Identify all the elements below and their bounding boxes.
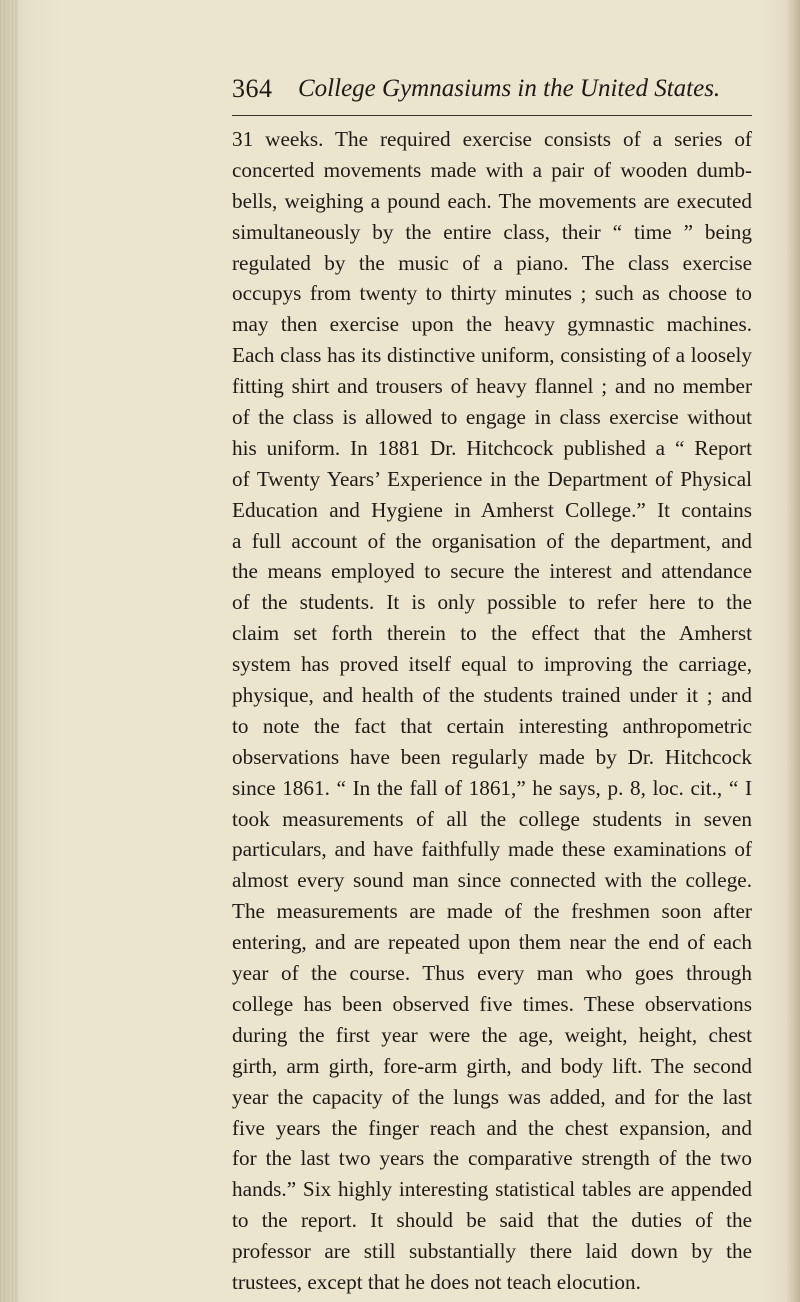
text-line: system has proved itself equal to improving the carriage, (232, 652, 752, 677)
text-line: hands.” Six highly interesting statistical tables are appended (232, 1177, 752, 1202)
text-line: 31 weeks. The required exercise consists of a series of (232, 127, 752, 151)
text-line: since 1861. “ In the fall of 1861,” he says, p. 8, loc. cit., “ I (232, 775, 752, 800)
text-line: his uniform. In 1881 Dr. Hitchcock published a “ Report (232, 435, 752, 460)
text-line: girth, arm girth, fore-arm girth, and body lift. The second (232, 1053, 752, 1078)
text-line: The measurements are made of the freshmen soon after (232, 899, 752, 924)
text-line: claim set forth therein to the effect that the Amherst (232, 621, 752, 646)
text-line: the means employed to secure the interest and attendance (232, 559, 752, 584)
text-line: professor are still substantially there laid down by the (232, 1239, 752, 1264)
page-number: 364 (232, 74, 273, 103)
text-line: Each class has its distinctive uniform, consisting of a loosely (232, 343, 752, 368)
binding-edge (0, 0, 18, 1302)
header-rule (232, 115, 752, 116)
text-line: particulars, and have faithfully made these examinations of (232, 837, 752, 862)
text-line: five years the finger reach and the chest expansion, and (232, 1115, 752, 1140)
text-line: concerted movements made with a pair of wooden dumb- (232, 157, 752, 182)
text-line: college has been observed five times. These observations (232, 991, 752, 1016)
text-line: a full account of the organisation of the department, and (232, 528, 752, 553)
text-line: occupys from twenty to thirty minutes ; such as choose to (232, 281, 752, 306)
text-line: of the students. It is only possible to refer here to the (232, 590, 752, 615)
text-line: to note the fact that certain interesting anthropometric (232, 713, 752, 738)
text-line: fitting shirt and trousers of heavy flannel ; and no member (232, 374, 752, 399)
text-line: took measurements of all the college students in seven (232, 806, 752, 831)
text-line: Education and Hygiene in Amherst College.” It contains (232, 497, 752, 522)
text-line: to the report. It should be said that the duties of the (232, 1208, 752, 1233)
text-line: almost every sound man since connected with the college. (232, 868, 752, 893)
running-header (232, 72, 752, 112)
body-paragraph (232, 124, 752, 1298)
running-title: College Gymnasiums in the United States. (298, 75, 721, 102)
text-line: of Twenty Years’ Experience in the Department of Physical (232, 466, 752, 491)
text-line: physique, and health of the students trained under it ; and (232, 683, 752, 708)
text-line: for the last two years the comparative strength of the two (232, 1146, 752, 1171)
text-line: of the class is allowed to engage in class exercise without (232, 405, 752, 430)
text-line: year of the course. Thus every man who goes through (232, 961, 752, 986)
text-line-last: trustees, except that he does not teach elocution. (232, 1269, 641, 1294)
text-line: year the capacity of the lungs was added, and for the last (232, 1084, 752, 1109)
page-edge-shadow (786, 0, 800, 1302)
text-line: may then exercise upon the heavy gymnastic machines. (232, 312, 752, 337)
text-line: simultaneously by the entire class, their “ time ” being (232, 219, 752, 244)
text-line: bells, weighing a pound each. The movements are executed (232, 188, 752, 213)
text-line: during the first year were the age, weight, height, chest (232, 1022, 752, 1047)
text-line: regulated by the music of a piano. The class exercise (232, 250, 752, 275)
text-line: entering, and are repeated upon them near the end of each (232, 930, 752, 955)
text-line: observations have been regularly made by Dr. Hitchcock (232, 744, 752, 769)
